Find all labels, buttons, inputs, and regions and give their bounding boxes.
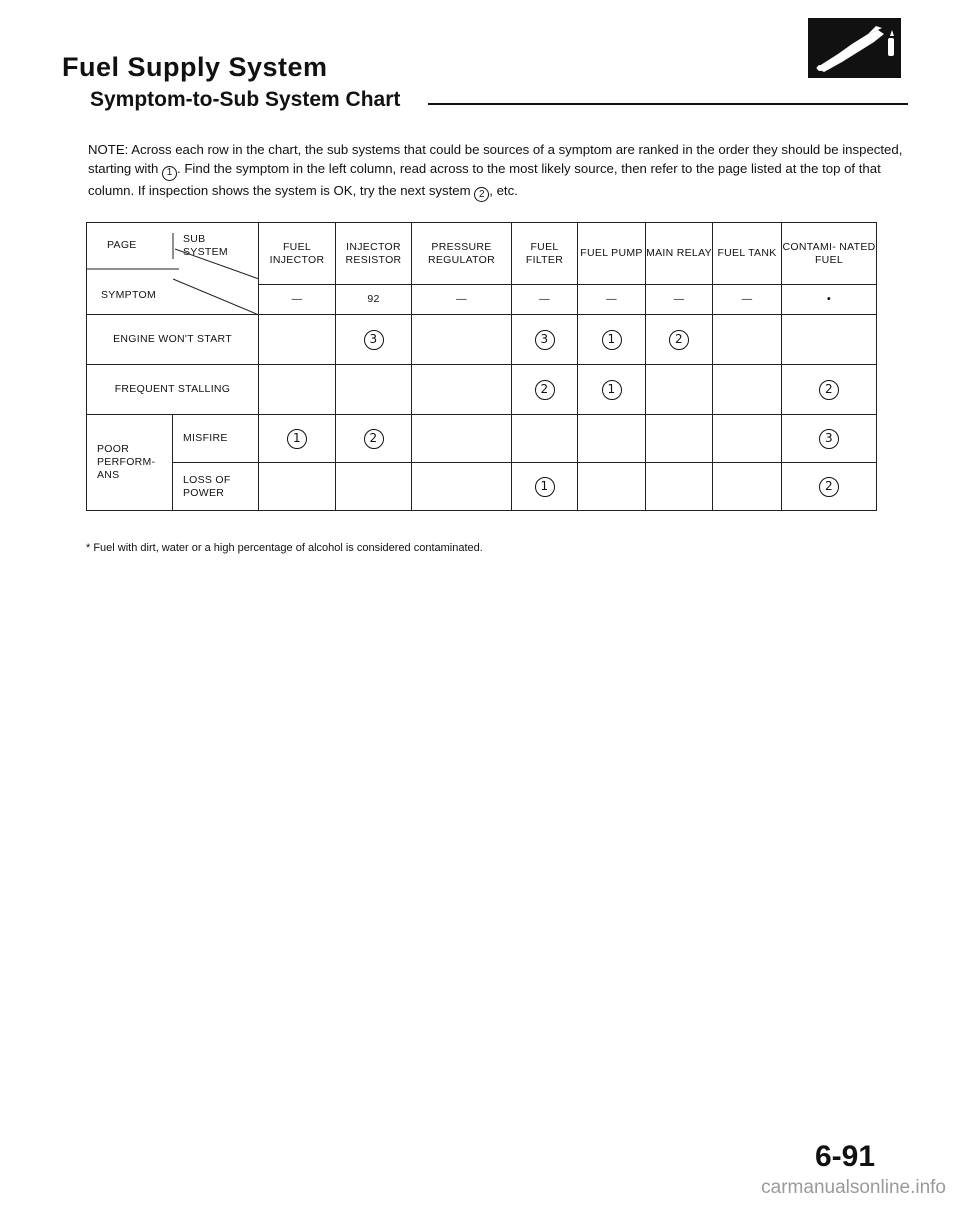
- symptom-group-poor-performance: POOR PERFORM- ANS: [87, 415, 173, 511]
- cell-empty: [259, 315, 336, 365]
- page-ref-contaminated-fuel: •: [782, 285, 877, 315]
- rank-marker: 2: [364, 429, 384, 449]
- rank-marker: 1: [602, 380, 622, 400]
- cell-empty: [713, 315, 782, 365]
- rank-marker: 1: [287, 429, 307, 449]
- cell-empty: [412, 365, 512, 415]
- cell-rank: [259, 415, 336, 463]
- cell-rank: [336, 415, 412, 463]
- symptom-engine-wont-start: ENGINE WON'T START: [87, 315, 259, 365]
- column-header-injector-resistor: INJECTOR RESISTOR: [336, 223, 412, 285]
- header-corner: [87, 223, 259, 315]
- cell-empty: [713, 365, 782, 415]
- cell-empty: [646, 415, 713, 463]
- cell-empty: [412, 415, 512, 463]
- column-header-main-relay: MAIN RELAY: [646, 223, 713, 285]
- cell-empty: [259, 365, 336, 415]
- sub-system-header-label: SUB SYSTEM: [183, 233, 228, 258]
- rank-marker: 2: [669, 330, 689, 350]
- column-header-fuel-pump: FUEL PUMP: [578, 223, 646, 285]
- footnote: * Fuel with dirt, water or a high percentage of alcohol is considered contaminated.: [86, 542, 483, 554]
- page-ref-fuel-filter: —: [512, 285, 578, 315]
- rank-two-marker: 2: [474, 187, 489, 202]
- symptom-frequent-stalling: FREQUENT STALLING: [87, 365, 259, 415]
- page-ref-injector-resistor: 92: [336, 285, 412, 315]
- page-ref-fuel-pump: —: [578, 285, 646, 315]
- note-lead: NOTE: Across each row in the chart, the sub systems that could be sources of a symptom are ranked in the order they should be inspected, starting with: [88, 142, 903, 176]
- symptom-loss-of-power: LOSS OF POWER: [173, 463, 259, 511]
- page-ref-fuel-injector: —: [259, 285, 336, 315]
- cell-empty: [259, 463, 336, 511]
- page-ref-fuel-tank: —: [713, 285, 782, 315]
- page-title: Fuel Supply System: [62, 52, 328, 82]
- note-mid: . Find the symptom in the left column, read across to the most likely source, then refer to the page listed at the top of that column. If inspection shows the system is OK, try the next system: [88, 161, 881, 198]
- symptom-header-label: SYMPTOM: [101, 289, 156, 301]
- cell-rank: [336, 315, 412, 365]
- rank-marker: 1: [535, 477, 555, 497]
- cell-rank: [512, 463, 578, 511]
- column-header-fuel-injector: FUEL INJECTOR: [259, 223, 336, 285]
- cell-rank: [578, 365, 646, 415]
- subtitle-rule: [428, 103, 908, 105]
- page-header-label: PAGE: [107, 239, 137, 251]
- cell-empty: [336, 463, 412, 511]
- cell-empty: [336, 365, 412, 415]
- column-header-fuel-filter: FUEL FILTER: [512, 223, 578, 285]
- chart-subtitle: Symptom-to-Sub System Chart: [90, 88, 401, 111]
- page-number: 6-91: [815, 1140, 876, 1173]
- column-header-fuel-tank: FUEL TANK: [713, 223, 782, 285]
- note-paragraph: [88, 140, 904, 202]
- cell-rank: [578, 315, 646, 365]
- cell-empty: [782, 315, 877, 365]
- page-ref-main-relay: —: [646, 285, 713, 315]
- cell-rank: [782, 415, 877, 463]
- column-header-contaminated-fuel: CONTAMI- NATED FUEL: [782, 223, 877, 285]
- cell-empty: [578, 415, 646, 463]
- watermark: carmanualsonline.info: [761, 1177, 946, 1198]
- cell-rank: [782, 463, 877, 511]
- column-header-pressure-regulator: PRESSURE REGULATOR: [412, 223, 512, 285]
- page-ref-pressure-regulator: —: [412, 285, 512, 315]
- rank-marker: 2: [819, 380, 839, 400]
- cell-rank: [512, 315, 578, 365]
- cell-empty: [646, 365, 713, 415]
- cell-rank: [646, 315, 713, 365]
- rank-one-marker: 1: [162, 166, 177, 181]
- cell-empty: [412, 315, 512, 365]
- rank-marker: 3: [819, 429, 839, 449]
- symptom-chart: [86, 222, 877, 511]
- symptom-misfire: MISFIRE: [173, 415, 259, 463]
- cell-empty: [512, 415, 578, 463]
- note-tail: , etc.: [489, 182, 518, 198]
- rank-marker: 3: [364, 330, 384, 350]
- cell-empty: [646, 463, 713, 511]
- rank-marker: 3: [535, 330, 555, 350]
- rank-marker: 2: [819, 477, 839, 497]
- cell-empty: [713, 463, 782, 511]
- cell-empty: [412, 463, 512, 511]
- cell-rank: [782, 365, 877, 415]
- cell-empty: [713, 415, 782, 463]
- cell-rank: [512, 365, 578, 415]
- rank-marker: 2: [535, 380, 555, 400]
- cell-empty: [578, 463, 646, 511]
- rank-marker: 1: [602, 330, 622, 350]
- fuel-nozzle-icon: [808, 18, 901, 78]
